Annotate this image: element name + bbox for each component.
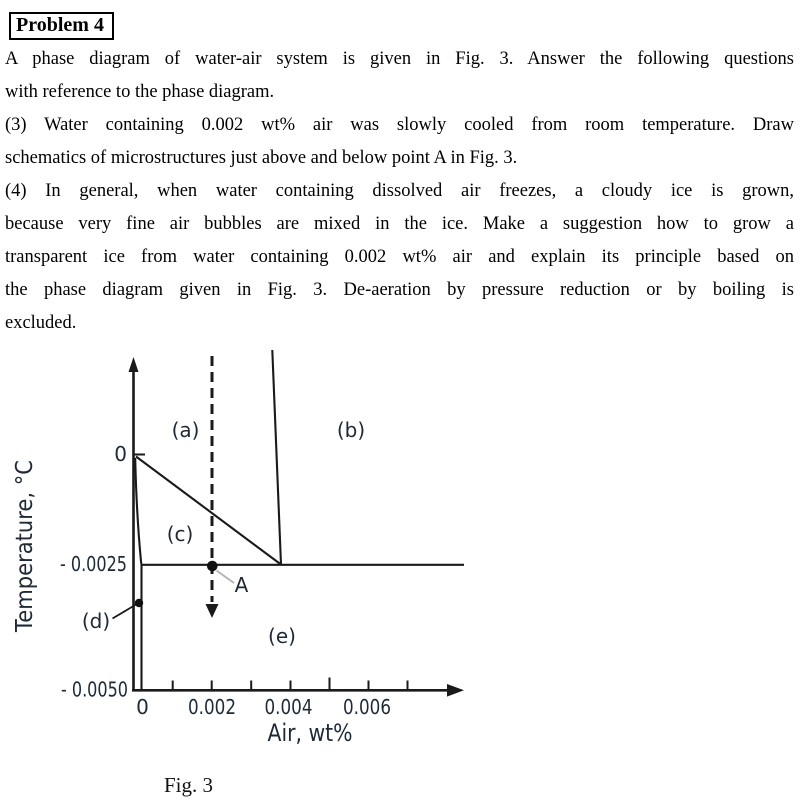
point-a-label: A — [234, 573, 249, 597]
region-d-label: (d) — [81, 609, 111, 633]
y-tick-label-0: 0 — [114, 442, 127, 466]
text-line-8: the phase diagram given in Fig. 3. De-aeration by pressure reduction or by boiling is — [5, 280, 794, 300]
y-axis-arrow-icon — [129, 357, 139, 372]
point-d-dot — [135, 599, 143, 607]
region-b-label: (b) — [336, 418, 366, 442]
region-a-label: (a) — [171, 418, 200, 442]
x-tick-label-0: 0 — [136, 695, 149, 719]
text-line-5: (4) In general, when water containing dissolved air freezes, a cloudy ice is grown, — [5, 181, 794, 201]
text-line-1: A phase diagram of water-air system is given in Fig. 3. Answer the following questions — [5, 49, 794, 69]
region-c-label: (c) — [166, 522, 194, 546]
cooling-path — [206, 356, 219, 618]
text-line-2: with reference to the phase diagram. — [5, 82, 275, 102]
x-axis-arrow-icon — [447, 684, 464, 697]
phase-boundaries — [135, 350, 464, 690]
text-line-3: (3) Water containing 0.002 wt% air was slowly cooled from room temperature. Draw — [5, 115, 794, 135]
text-line-4: schematics of microstructures just above and below point A in Fig. 3. — [5, 148, 518, 168]
cooling-path-arrow-icon — [206, 604, 219, 618]
text-line-9: excluded. — [5, 313, 77, 333]
region-e-label: (e) — [268, 624, 296, 648]
x-tick-label-0004: 0.004 — [264, 695, 313, 719]
y-axis-title: Temperature, °C — [12, 444, 38, 632]
problem-title-box — [9, 12, 114, 40]
text-line-7: transparent ice from water containing 0.002 wt% air and explain its principle based on — [5, 247, 794, 267]
x-axis-title: Air, wt% — [267, 719, 353, 747]
liquidus-line — [136, 457, 281, 565]
point-a-leader-line — [217, 571, 235, 584]
phase-diagram-figure — [0, 340, 500, 810]
y-tick-label-0050: - 0.0050 — [61, 677, 128, 702]
problem-title: Problem 4 — [16, 14, 104, 36]
x-tick-label-0006: 0.006 — [343, 695, 391, 719]
x-axis-ticks — [173, 678, 408, 691]
problem-text — [5, 43, 794, 340]
point-a-dot — [207, 561, 218, 572]
figure-caption: Fig. 3 — [164, 773, 214, 797]
x-tick-label-0002: 0.002 — [188, 695, 236, 719]
y-tick-label-0025: - 0.0025 — [60, 552, 127, 576]
ice-solvus-curve — [135, 458, 141, 564]
water-gas-boundary-line — [272, 350, 281, 565]
text-line-6: because very fine air bubbles are mixed in the ice. Make a suggestion how to grow a — [5, 214, 794, 234]
